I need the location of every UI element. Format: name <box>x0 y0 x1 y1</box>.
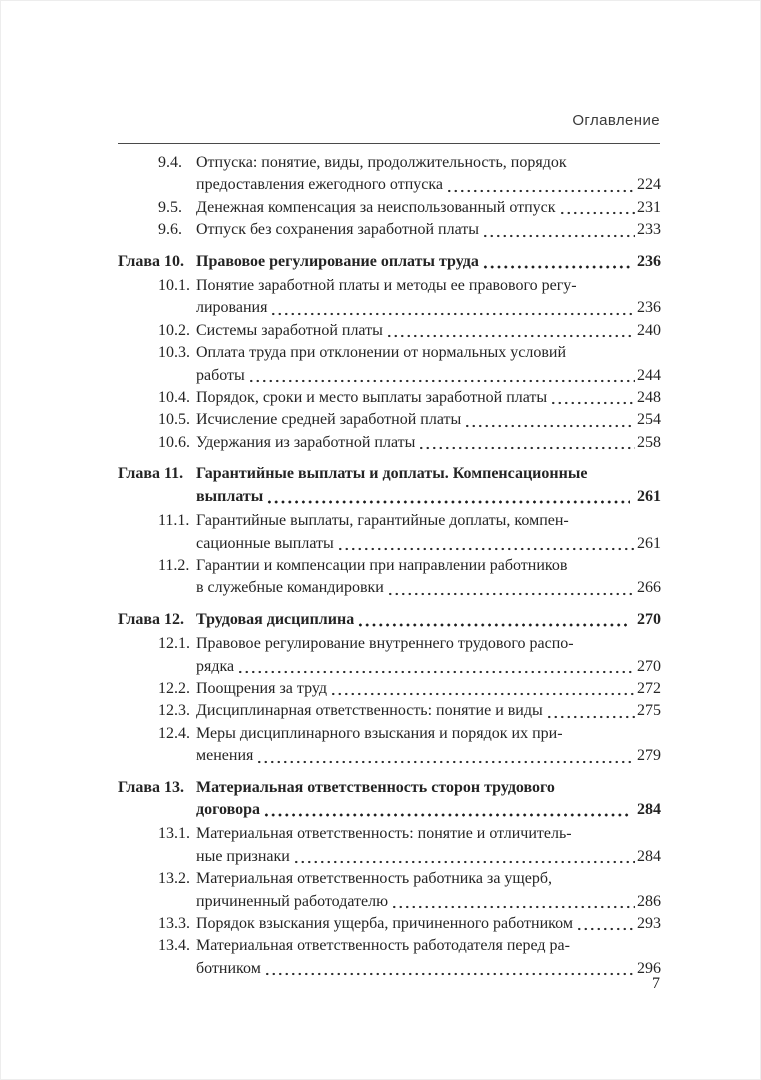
entry-text: сационные выплаты <box>196 534 334 552</box>
entry-text: причиненный работодателю <box>196 892 389 910</box>
entry-text: рядка <box>196 657 235 675</box>
page-number: 7 <box>652 975 660 992</box>
entry-number: 12.2. <box>158 679 190 697</box>
toc-line <box>196 432 661 454</box>
entry-text: ные признаки <box>196 847 290 865</box>
entry-number: Глава 13. <box>118 778 184 796</box>
dot-leader <box>418 432 635 454</box>
entry-text: Понятие заработной платы и методы ее правового регу- <box>196 277 577 295</box>
entry-text: в служебные командировки <box>196 579 384 597</box>
dot-leader <box>266 486 630 508</box>
dot-leader <box>386 320 635 342</box>
toc-line <box>196 197 661 219</box>
toc-line <box>196 365 661 387</box>
entry-page-number: 248 <box>637 389 661 407</box>
entry-number: Глава 10. <box>118 252 184 270</box>
entry-number: 10.2. <box>158 321 190 339</box>
toc-line <box>196 342 661 364</box>
toc-line <box>196 700 661 722</box>
toc-sub-entry <box>158 700 661 722</box>
entry-page-number: 231 <box>637 198 661 216</box>
entry-body <box>196 251 661 273</box>
entry-page-number: 279 <box>637 747 661 765</box>
entry-page-number: 272 <box>637 679 661 697</box>
toc-line <box>196 533 661 555</box>
entry-text: Исчисление средней заработной платы <box>196 411 462 429</box>
entry-body <box>196 197 661 219</box>
entry-text: Порядок взыскания ущерба, причиненного работником <box>196 915 573 932</box>
toc-line <box>196 846 661 868</box>
dot-leader <box>293 846 635 868</box>
toc-line <box>196 320 661 342</box>
entry-body <box>196 633 661 678</box>
entry-text: Системы заработной платы <box>196 321 383 339</box>
entry-number: 10.4. <box>158 389 190 407</box>
entry-page-number: 266 <box>637 579 661 597</box>
entry-number: 10.3. <box>158 344 190 362</box>
toc-line <box>196 823 661 845</box>
toc-line <box>196 297 661 319</box>
entry-text: Материальная ответственность: понятие и отличитель- <box>196 825 572 843</box>
toc-line <box>196 913 661 935</box>
entry-text: Отпуск без сохранения заработной платы <box>196 221 480 239</box>
entry-text: лирования <box>196 299 268 317</box>
toc-line <box>196 633 661 655</box>
entry-text: Материальная ответственность работника за ущерб, <box>196 870 552 888</box>
dot-leader <box>482 251 630 273</box>
toc-sub-entry <box>158 152 661 197</box>
dot-leader <box>248 365 635 387</box>
entry-page-number: 284 <box>637 847 661 865</box>
toc-line <box>196 486 661 508</box>
entry-page-number: 275 <box>637 702 661 720</box>
toc-sub-entry <box>158 823 661 868</box>
entry-text: менения <box>196 747 254 765</box>
toc-line <box>196 935 661 957</box>
toc-line <box>196 174 661 196</box>
entry-page-number: 236 <box>637 299 661 317</box>
toc-line <box>196 387 661 409</box>
dot-leader <box>482 219 635 241</box>
entry-text: Гарантийные выплаты, гарантийные доплаты, компен- <box>196 512 569 530</box>
entry-text: Меры дисциплинарного взыскания и порядок их при- <box>196 724 563 742</box>
entry-number: Глава 11. <box>118 465 184 483</box>
dot-leader <box>576 913 635 935</box>
entry-page-number: 224 <box>637 176 661 194</box>
toc-line <box>196 555 661 577</box>
toc-sub-entry <box>158 633 661 678</box>
header-rule <box>118 143 660 144</box>
entry-text: Правовое регулирование внутреннего трудового распо- <box>196 635 574 653</box>
entry-body <box>196 342 661 387</box>
toc-sub-entry <box>158 432 661 454</box>
entry-text: выплаты <box>196 487 264 505</box>
toc-line <box>196 219 661 241</box>
table-of-contents <box>118 152 661 980</box>
entry-page-number: 296 <box>637 959 661 977</box>
entry-text: работы <box>196 366 245 384</box>
entry-body <box>196 723 661 768</box>
toc-sub-entry <box>158 935 661 980</box>
dot-leader <box>330 678 635 700</box>
toc-line <box>196 609 661 631</box>
entry-number: 9.6. <box>158 221 182 239</box>
entry-body <box>196 777 661 822</box>
dot-leader <box>550 387 635 409</box>
entry-body <box>196 320 661 342</box>
entry-page-number: 284 <box>637 800 661 818</box>
entry-number: 9.4. <box>158 154 182 171</box>
dot-leader <box>263 799 630 821</box>
toc-sub-entry <box>158 387 661 409</box>
entry-number: Глава 12. <box>118 610 184 628</box>
entry-number: 10.5. <box>158 411 190 429</box>
toc-chapter-entry <box>118 609 661 631</box>
entry-text: ботником <box>196 959 261 977</box>
entry-number: 12.3. <box>158 702 190 720</box>
toc-line <box>196 799 661 821</box>
toc-chapter-entry <box>118 251 661 273</box>
dot-leader <box>391 891 635 913</box>
entry-page-number: 244 <box>637 366 661 384</box>
toc-line <box>196 409 661 431</box>
dot-leader <box>387 577 635 599</box>
dot-leader <box>237 656 635 678</box>
entry-number: 12.4. <box>158 724 190 742</box>
entry-text: Гарантии и компенсации при направлении работников <box>196 556 568 574</box>
toc-line <box>196 463 661 485</box>
entry-text: Дисциплинарная ответственность: понятие и виды <box>196 702 543 720</box>
dot-leader <box>357 609 630 631</box>
toc-sub-entry <box>158 555 661 600</box>
toc-sub-entry <box>158 723 661 768</box>
entry-body <box>196 868 661 913</box>
entry-body <box>196 913 661 935</box>
entry-page-number: 270 <box>637 657 661 675</box>
toc-chapter-entry <box>118 463 661 508</box>
dot-leader <box>270 297 635 319</box>
entry-number: 11.1. <box>158 512 190 530</box>
entry-page-number: 258 <box>637 433 661 451</box>
toc-sub-entry <box>158 197 661 219</box>
entry-text: Гарантийные выплаты и доплаты. Компенсационные <box>196 465 588 483</box>
toc-line <box>196 723 661 745</box>
entry-text: Поощрения за труд <box>196 679 327 697</box>
entry-number: 12.1. <box>158 635 190 653</box>
entry-page-number: 293 <box>637 915 661 932</box>
entry-number: 10.6. <box>158 433 190 451</box>
toc-line <box>196 577 661 599</box>
toc-line <box>196 275 661 297</box>
entry-number: 13.2. <box>158 870 190 888</box>
toc-sub-entry <box>158 342 661 387</box>
dot-leader <box>559 197 635 219</box>
toc-line <box>196 777 661 799</box>
toc-line <box>196 678 661 700</box>
entry-number: 10.1. <box>158 277 190 295</box>
toc-line <box>196 251 661 273</box>
entry-body <box>196 152 661 197</box>
entry-number: 11.2. <box>158 556 190 574</box>
toc-line <box>196 152 661 174</box>
toc-sub-entry <box>158 409 661 431</box>
entry-body <box>196 510 661 555</box>
entry-number: 13.3. <box>158 915 190 932</box>
toc-sub-entry <box>158 678 661 700</box>
entry-body <box>196 823 661 868</box>
entry-text: Материальная ответственность сторон трудового <box>196 778 555 796</box>
entry-text: Отпуска: понятие, виды, продолжительность, порядок <box>196 154 567 171</box>
dot-leader <box>546 700 635 722</box>
entry-body <box>196 219 661 241</box>
entry-body <box>196 387 661 409</box>
entry-body <box>196 275 661 320</box>
entry-text: Правовое регулирование оплаты труда <box>196 252 479 270</box>
entry-page-number: 286 <box>637 892 661 910</box>
entry-text: Трудовая дисциплина <box>196 610 355 628</box>
toc-sub-entry <box>158 913 661 935</box>
entry-page-number: 270 <box>637 610 661 628</box>
dot-leader <box>337 533 635 555</box>
entry-body <box>196 555 661 600</box>
toc-line <box>196 510 661 532</box>
toc-sub-entry <box>158 868 661 913</box>
dot-leader <box>464 409 635 431</box>
toc-sub-entry <box>158 219 661 241</box>
entry-body <box>196 700 661 722</box>
entry-text: Оплата труда при отклонении от нормальных условий <box>196 344 567 362</box>
entry-text: Денежная компенсация за неиспользованный отпуск <box>196 198 556 216</box>
toc-line <box>196 891 661 913</box>
entry-body <box>196 463 661 508</box>
toc-sub-entry <box>158 275 661 320</box>
entry-text: договора <box>196 800 260 818</box>
entry-body <box>196 609 661 631</box>
entry-body <box>196 678 661 700</box>
entry-body <box>196 432 661 454</box>
entry-body <box>196 935 661 980</box>
toc-line <box>196 868 661 890</box>
entry-page-number: 240 <box>637 321 661 339</box>
entry-page-number: 261 <box>637 534 661 552</box>
entry-number: 13.1. <box>158 825 190 843</box>
toc-sub-entry <box>158 320 661 342</box>
entry-number: 13.4. <box>158 937 190 955</box>
entry-page-number: 254 <box>637 411 661 429</box>
entry-page-number: 233 <box>637 221 661 239</box>
entry-text: предоставления ежегодного отпуска <box>196 176 443 194</box>
entry-page-number: 261 <box>637 487 661 505</box>
dot-leader <box>256 745 635 767</box>
toc-chapter-entry <box>118 777 661 822</box>
entry-number: 9.5. <box>158 198 182 216</box>
entry-page-number: 236 <box>637 252 661 270</box>
running-head: Оглавление <box>572 112 660 129</box>
entry-text: Материальная ответственность работодателя перед ра- <box>196 937 570 955</box>
entry-body <box>196 409 661 431</box>
toc-line <box>196 656 661 678</box>
toc-sub-entry <box>158 510 661 555</box>
dot-leader <box>446 174 635 196</box>
toc-line <box>196 745 661 767</box>
entry-text: Удержания из заработной платы <box>196 433 416 451</box>
entry-text: Порядок, сроки и место выплаты заработной платы <box>196 389 548 407</box>
